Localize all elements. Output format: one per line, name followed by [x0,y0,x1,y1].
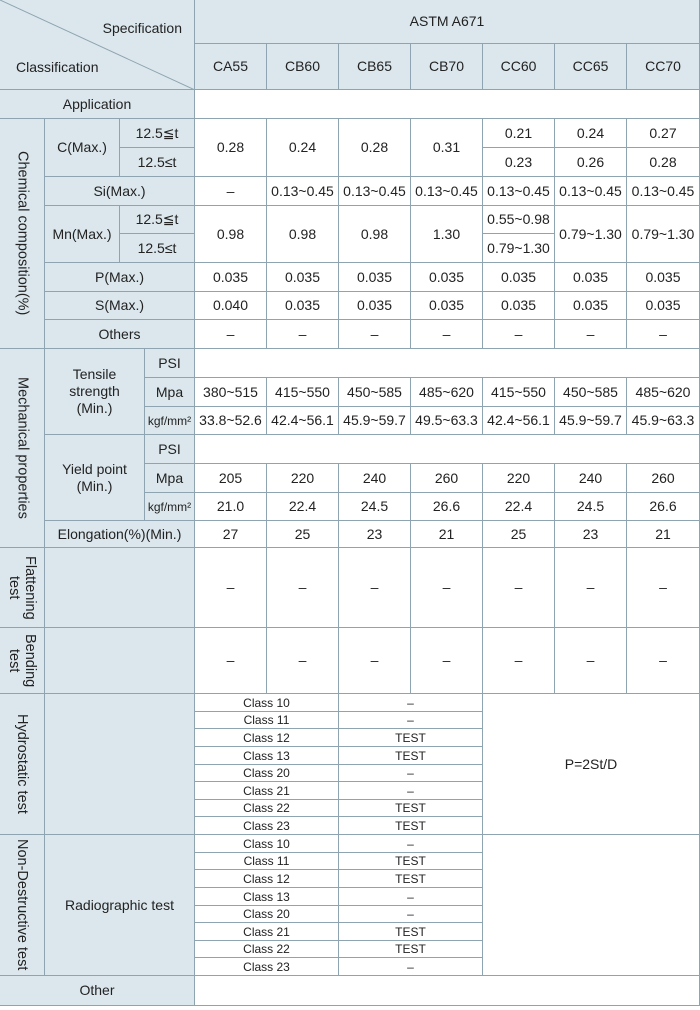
nondestructive-class-name: Class 21 [195,923,339,941]
c-ca55: 0.28 [195,119,267,177]
bending-cc65: – [555,628,627,694]
tensile-mpa-cc65: 450~585 [555,378,627,407]
mn-ca55: 0.98 [195,206,267,263]
tensile-mpa-cb60: 415~550 [267,378,339,407]
nondestructive-class-result: – [339,888,483,906]
p-cc60: 0.035 [483,263,555,292]
si-ca55: – [195,177,267,206]
tensile-mpa-cc60: 415~550 [483,378,555,407]
nondestructive-class-result: TEST [339,941,483,958]
yield-mpa-cc65: 240 [555,464,627,493]
yield-kgf-cb60: 22.4 [267,493,339,521]
yield-mpa-cc70: 260 [627,464,700,493]
hydrostatic-class-name: Class 21 [195,782,339,800]
hydrostatic-class-name: Class 10 [195,694,339,712]
tensile-mpa-cb70: 485~620 [411,378,483,407]
yield-mpa-cb65: 240 [339,464,411,493]
elongation-cc70: 21 [627,521,700,548]
other-label: Other [0,976,195,1006]
hydrostatic-class-name: Class 13 [195,747,339,765]
yield-mpa-cb60: 220 [267,464,339,493]
radiographic-test-label: Radiographic test [45,835,195,976]
nondestructive-class-name: Class 11 [195,853,339,870]
tensile-kgf-cc65: 45.9~59.7 [555,407,627,435]
nondestructive-class-name: Class 23 [195,958,339,976]
c-thick-lt: 12.5≦t [120,119,195,148]
s-cb70: 0.035 [411,292,483,320]
nondestructive-class-name: Class 22 [195,941,339,958]
others-cb65: – [339,320,411,349]
bending-test-label: Bending test [0,628,45,694]
p-cb60: 0.035 [267,263,339,292]
hydrostatic-class-result: – [339,765,483,782]
mn-cc65: 0.79~1.30 [555,206,627,263]
yield-psi-label: PSI [145,435,195,464]
nondestructive-class-name: Class 10 [195,835,339,853]
p-cb65: 0.035 [339,263,411,292]
s-cb65: 0.035 [339,292,411,320]
elongation-cb60: 25 [267,521,339,548]
tensile-psi-label: PSI [145,349,195,378]
application-value [195,90,700,119]
yield-mpa-ca55: 205 [195,464,267,493]
standard-title: ASTM A671 [195,0,700,44]
nondestructive-class-result: – [339,906,483,923]
si-cb65: 0.13~0.45 [339,177,411,206]
others-ca55: – [195,320,267,349]
mn-cb70: 1.30 [411,206,483,263]
yield-kgf-cc65: 24.5 [555,493,627,521]
flattening-cc70: – [627,548,700,628]
nondestructive-right-blank [483,835,700,976]
tensile-mpa-cc70: 485~620 [627,378,700,407]
yield-kgf-cb70: 26.6 [411,493,483,521]
elongation-cb65: 23 [339,521,411,548]
grade-cb65: CB65 [339,44,411,90]
hydrostatic-blank [45,694,195,835]
c-thick-ge: 12.5≤t [120,148,195,177]
flattening-cc65: – [555,548,627,628]
other-value [195,976,700,1006]
tensile-kgf-cb70: 49.5~63.3 [411,407,483,435]
mn-cc70: 0.79~1.30 [627,206,700,263]
hydrostatic-class-result: TEST [339,817,483,835]
bending-blank [45,628,195,694]
hydrostatic-class-result: – [339,694,483,712]
grade-cc60: CC60 [483,44,555,90]
specification-label: Specification [102,20,182,36]
c-cb70: 0.31 [411,119,483,177]
elongation-cb70: 21 [411,521,483,548]
tensile-psi-values [195,349,700,378]
elongation-ca55: 27 [195,521,267,548]
tensile-mpa-cb65: 450~585 [339,378,411,407]
hydrostatic-class-name: Class 20 [195,765,339,782]
s-ca55: 0.040 [195,292,267,320]
tensile-mpa-ca55: 380~515 [195,378,267,407]
bending-ca55: – [195,628,267,694]
mn-cc60-lt: 0.55~0.98 [483,206,555,234]
hydrostatic-class-name: Class 11 [195,712,339,729]
tensile-kgf-label: kgf/mm² [145,407,195,435]
grade-cc65: CC65 [555,44,627,90]
flattening-test-label: Flattening test [0,548,45,628]
yield-kgf-label: kgf/mm² [145,493,195,521]
si-max-label: Si(Max.) [45,177,195,206]
si-cc65: 0.13~0.45 [555,177,627,206]
hydrostatic-class-name: Class 12 [195,729,339,747]
c-cc70-ge: 0.28 [627,148,700,177]
tensile-kgf-cc70: 45.9~63.3 [627,407,700,435]
hydrostatic-class-result: TEST [339,800,483,817]
hydrostatic-class-result: – [339,782,483,800]
tensile-kgf-cb60: 42.4~56.1 [267,407,339,435]
bending-cb70: – [411,628,483,694]
c-max-label: C(Max.) [45,119,120,177]
nondestructive-class-name: Class 13 [195,888,339,906]
c-cc60-ge: 0.23 [483,148,555,177]
p-ca55: 0.035 [195,263,267,292]
elongation-cc60: 25 [483,521,555,548]
s-max-label: S(Max.) [45,292,195,320]
bending-cb60: – [267,628,339,694]
elongation-cc65: 23 [555,521,627,548]
c-cb60: 0.24 [267,119,339,177]
c-cc65-ge: 0.26 [555,148,627,177]
nondestructive-class-name: Class 12 [195,870,339,888]
tensile-kgf-ca55: 33.8~52.6 [195,407,267,435]
hydrostatic-class-result: – [339,712,483,729]
flattening-blank [45,548,195,628]
nondestructive-test-label: Non-Destructive test [0,835,45,976]
others-cb60: – [267,320,339,349]
bending-cc70: – [627,628,700,694]
s-cc60: 0.035 [483,292,555,320]
flattening-ca55: – [195,548,267,628]
diagonal-divider [0,0,195,90]
p-cc65: 0.035 [555,263,627,292]
chemical-composition-label: Chemical composition(%) [0,119,45,349]
others-cc60: – [483,320,555,349]
s-cb60: 0.035 [267,292,339,320]
application-label: Application [0,90,195,119]
hydrostatic-formula: P=2St/D [483,694,700,835]
mn-cc60-ge: 0.79~1.30 [483,234,555,263]
hydrostatic-class-name: Class 23 [195,817,339,835]
nondestructive-class-result: TEST [339,853,483,870]
yield-mpa-cb70: 260 [411,464,483,493]
grade-ca55: CA55 [195,44,267,90]
si-cb60: 0.13~0.45 [267,177,339,206]
grade-cb60: CB60 [267,44,339,90]
grade-cb70: CB70 [411,44,483,90]
elongation-label: Elongation(%)(Min.) [45,521,195,548]
yield-psi-values [195,435,700,464]
c-cc70-lt: 0.27 [627,119,700,148]
hydrostatic-class-result: TEST [339,729,483,747]
p-cb70: 0.035 [411,263,483,292]
flattening-cc60: – [483,548,555,628]
mn-max-label: Mn(Max.) [45,206,120,263]
grade-cc70: CC70 [627,44,700,90]
mn-cb60: 0.98 [267,206,339,263]
yield-point-label: Yield point (Min.) [45,435,145,521]
s-cc65: 0.035 [555,292,627,320]
p-cc70: 0.035 [627,263,700,292]
yield-kgf-cb65: 24.5 [339,493,411,521]
yield-kgf-cc70: 26.6 [627,493,700,521]
mn-cb65: 0.98 [339,206,411,263]
yield-kgf-cc60: 22.4 [483,493,555,521]
hydrostatic-class-result: TEST [339,747,483,765]
classification-label: Classification [16,59,99,75]
tensile-kgf-cc60: 42.4~56.1 [483,407,555,435]
mn-thick-lt: 12.5≦t [120,206,195,234]
others-cb70: – [411,320,483,349]
yield-mpa-cc60: 220 [483,464,555,493]
si-cc60: 0.13~0.45 [483,177,555,206]
si-cb70: 0.13~0.45 [411,177,483,206]
nondestructive-class-result: TEST [339,870,483,888]
tensile-strength-label: Tensile strength (Min.) [45,349,145,435]
others-label: Others [45,320,195,349]
spec-classification-header [0,0,195,90]
si-cc70: 0.13~0.45 [627,177,700,206]
nondestructive-class-name: Class 20 [195,906,339,923]
nondestructive-class-result: TEST [339,923,483,941]
yield-kgf-ca55: 21.0 [195,493,267,521]
flattening-cb70: – [411,548,483,628]
others-cc65: – [555,320,627,349]
hydrostatic-test-label: Hydrostatic test [0,694,45,835]
p-max-label: P(Max.) [45,263,195,292]
bending-cb65: – [339,628,411,694]
mechanical-properties-label: Mechanical properties [0,349,45,548]
flattening-cb60: – [267,548,339,628]
yield-mpa-label: Mpa [145,464,195,493]
tensile-kgf-cb65: 45.9~59.7 [339,407,411,435]
flattening-cb65: – [339,548,411,628]
c-cc60-lt: 0.21 [483,119,555,148]
others-cc70: – [627,320,700,349]
s-cc70: 0.035 [627,292,700,320]
bending-cc60: – [483,628,555,694]
c-cb65: 0.28 [339,119,411,177]
nondestructive-class-result: – [339,835,483,853]
hydrostatic-class-name: Class 22 [195,800,339,817]
c-cc65-lt: 0.24 [555,119,627,148]
nondestructive-class-result: – [339,958,483,976]
tensile-mpa-label: Mpa [145,378,195,407]
mn-thick-ge: 12.5≤t [120,234,195,263]
